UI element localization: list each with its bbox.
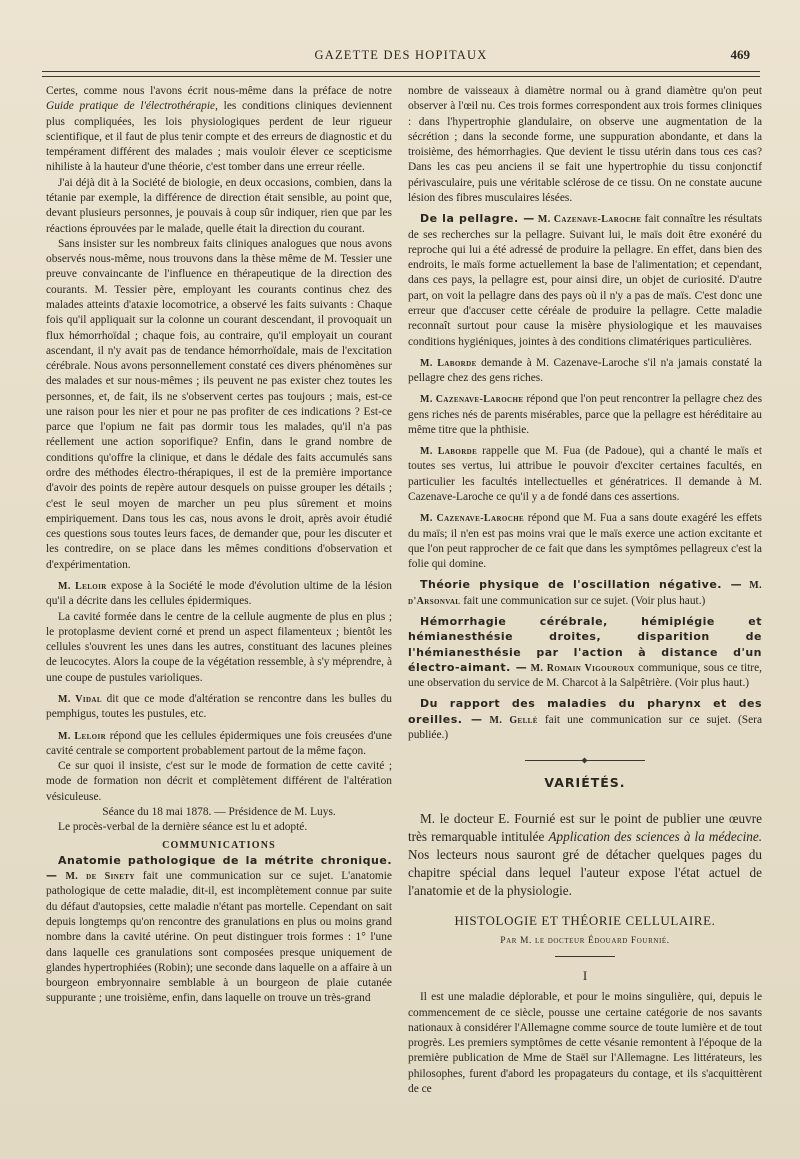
article-byline: Par M. le docteur Édouard Fournié. bbox=[500, 936, 670, 947]
short-rule bbox=[555, 956, 615, 957]
communication-entry: De la pellagre. — M. Cazenave-Laroche fait connaître les résultats de ses recherches sur la pellagre. Suivant lui, le maïs doit être exonéré du reproche qui lui a été adressé de produire la pellagre. En effet, dans bien des endroits, le maïs forme actuellement la base de l'alimentation; et cependant, dans ces pays, la pellagre est, pour ainsi dire, un objet de curiosité. D'autre part, on voit la pellagre dans des pays où il n'y a pas de maïs. C'est donc une erreur que d'accuser cette céréale de produire la pellagre. Cette maladie reconnaît surtout pour cause la misère physiologique et les mauvaises conditions hygiéniques, jointes à des conditions climatériques particulières. bbox=[408, 212, 763, 348]
speaker-entry: M. Laborde demande à M. Cazenave-Laroche s'il n'a jamais constaté la pellagre chez des gens riches. bbox=[408, 356, 762, 385]
paragraph: Il est une maladie déplorable, et pour le moins singulière, qui, depuis le commencement de ce siècle, pousse une certaine catégorie de nos savants nationaux à considérer l'Allemagne comme source de toute lumière et de tout progrès. Les premiers symptômes de cette vésanie remontent à l'époque de la première publication de Mme de Staël sur l'Allemagne. Les littérateurs, les philosophes, furent d'abord les propagateurs du contage, et ils s'acquittèrent de ce bbox=[408, 991, 762, 1095]
paragraph: Ce sur quoi il insiste, c'est sur le mode de formation de cette cavité ; mode de formation non décrit et complètement différent de l'altération vésiculeuse. bbox=[46, 760, 392, 803]
communication-entry: Du rapport des maladies du pharynx et des oreilles. — M. Gellé fait une communication sur ce sujet. (Sera publiée.) bbox=[408, 697, 762, 741]
paragraph: La cavité formée dans le centre de la cellule augmente de plus en plus ; le protoplasme devient corné et prend un aspect filamenteux ; bientôt les cellules s'ouvrent les unes dans les autres, constituant des lacunes pleines de leucocytes. Alors la coupe de la végétation ressemble, à s'y méprendre, à une coupe de pustules varioliques. bbox=[46, 610, 392, 684]
speaker-name: M. Leloir bbox=[58, 730, 107, 742]
speaker-entry: M. Vidal dit que ce mode d'altération se rencontre dans les bulles du pemphigus, toutes les pustules, etc. bbox=[46, 692, 392, 721]
paragraph: Le procès-verbal de la dernière séance est lu et adopté. bbox=[58, 821, 308, 834]
section-number: I bbox=[582, 967, 588, 983]
speaker-name: M. Cazenave-Laroche bbox=[537, 214, 642, 226]
section-heading-varietes: VARIÉTÉS. bbox=[544, 775, 626, 791]
running-title: GAZETTE DES HOPITAUX bbox=[314, 48, 488, 62]
speaker-entry: M. Laborde rappelle que M. Fua (de Padoue), qui a chanté le maïs et toutes ses vertus, lui attribue le pouvoir d'exciter certaines facultés, en particulier les facultés intellectuelles et génératrices. Il demande à M. Cazenave-Laroche ce qu'il y a de fondé dans ces assertions. bbox=[408, 445, 762, 504]
intro-paragraph: M. le docteur E. Fournié est sur le point de publier une œuvre très remarquable intitulée Application des sciences à la médecine. Nos lecteurs nous sauront gré de détacher quelques pages du chapitre spécial dans lequel l'auteur expose l'état actuel de l'anatomie et de la physiologie. bbox=[408, 811, 763, 898]
communications-heading: COMMUNICATIONS bbox=[162, 839, 276, 851]
paragraph: Sans insister sur les nombreux faits cliniques analogues que nous avons observés nous-même, nous trouvons dans la thèse même de M. Tessier une preuve convaincante de l'influence en thérapeutique de la direction des courants. M. Tessier père, employant les courants continus chez des malades atteints d'ataxie locomotrice, a observé les faits suivants : Chaque fois qu'il appliquait sur la colonne un courant descendant, il provoquait un flux hémorrhoïdal ; chaque fois, au contraire, qu'il employait un courant ascendant, il n'y avait pas de tendance hémorrhoïdale, mais de l'excitation cérébrale. Nous avons personnellement constaté ces divers phénomènes sur des malades et sur nous-mêmes ; ils peuvent ne pas exister chez toutes les personnes, et, de fait, ils ne s'observent certes pas toujours ; mais, est-ce une raison pour les nier et pour ne pas profiter de ces indications ? Est-ce parce que l'opium ne fait pas dormir tous les malades, qu'il n'a pas réellement une action soporifique? Enfin, dans le grand nombre de conditions qu'offre la clinique, et dans le dédale des faits accumulés sans ordre des méthodes électro-thérapiques, il est de la première importance d'avoir des points de repère autour desquels on puisse grouper les détails ; c'est le seul moyen de marcher un peu plus sûrement et moins empiriquement. Dans tous les cas, nous avons le droit, après avoir étudié ces questions sous toutes leurs faces, de demander que, pour les discuter et les contredire, on se place dans les mêmes conditions d'observation et d'expérimentation. bbox=[46, 237, 392, 571]
speaker-name: M. Gellé bbox=[489, 714, 538, 726]
communication-entry: Hémorrhagie cérébrale, hémiplégie et hémianesthésie droites, disparition de l'hémianesthésie par l'action à distance d'un électro-aimant. — M. Romain Vigouroux communique, sous ce titre, une observation du service de M. Charcot à la Salpêtrière. (Voir plus haut.) bbox=[408, 615, 762, 690]
session-heading: Séance du 18 mai 1878. — Présidence de M. Luys. bbox=[102, 805, 336, 818]
article-title: HISTOLOGIE ET THÉORIE CELLULAIRE. bbox=[454, 912, 716, 928]
paragraph: Certes, comme nous l'avons écrit nous-même dans la préface de notre Guide pratique de l'électrothérapie, les conditions cliniques deviennent plus compliquées, les lois physiologiques perdent de leur rigueur scientifique, et il faut de plus tenir compte et des erreurs de diagnostic et du tempérament différent des malades ; mais vouloir élever ce scepticisme nihiliste à la hauteur d'une théorie, c'est tomber dans une erreur réelle. bbox=[46, 85, 392, 174]
communication-title: Du rapport des maladies du pharynx et des oreilles. — bbox=[408, 697, 762, 726]
speaker-entry: M. Leloir expose à la Société le mode d'évolution ultime de la lésion qu'il a décrite dans les cellules épidermiques. bbox=[46, 580, 392, 608]
speaker-name: M. d'Arsonval bbox=[408, 580, 762, 607]
communication-title: De la pellagre. — bbox=[420, 212, 535, 226]
speaker-name: M. Cazenave-Laroche bbox=[420, 394, 524, 406]
speaker-name: M. Cazenave-Laroche bbox=[420, 513, 525, 525]
header-rule bbox=[42, 71, 760, 77]
communication-title: Théorie physique de l'oscillation négative. — bbox=[420, 578, 743, 592]
section-divider bbox=[525, 757, 645, 763]
left-column bbox=[46, 84, 392, 1007]
speaker-name: M. Laborde bbox=[420, 357, 477, 369]
speaker-name: M. Vidal bbox=[58, 693, 102, 705]
book-title: Application des sciences à la médecine. bbox=[548, 828, 763, 844]
book-title: Guide pratique de l'électrothérapie, bbox=[46, 100, 218, 113]
speaker-name: M. Laborde bbox=[420, 446, 478, 458]
right-column bbox=[408, 84, 762, 1097]
speaker-entry: M. Leloir répond que les cellules épidermiques une fois creusées d'une cavité centrale se comportent probablement partout de la même façon. bbox=[46, 729, 392, 757]
communication-title: Anatomie pathologique de la métrite chronique. — bbox=[46, 853, 392, 883]
speaker-entry: M. Cazenave-Laroche répond que l'on peut rencontrer la pellagre chez des gens riches nés de parents misérables, parce que la pellagre est héréditaire au même titre que la phthisie. bbox=[408, 393, 762, 436]
speaker-name: M. Leloir bbox=[58, 581, 107, 592]
speaker-entry: M. Cazenave-Laroche répond que M. Fua a sans doute exagéré les effets du maïs; il n'en est pas moins vrai que le maïs exerce une action excitante et que l'on peut rapprocher de ce fait que dans les symptômes pellagreux c'est la folie qui domine. bbox=[408, 512, 762, 571]
speaker-name: M. Romain Vigouroux bbox=[530, 662, 635, 674]
speaker-name: M. de Sinety bbox=[65, 871, 135, 883]
page-header bbox=[42, 46, 760, 66]
paragraph: nombre de vaisseaux à diamètre normal ou à grand diamètre qu'on peut observer à l'œil nu. Ces trois formes correspondent aux trois formes cliniques : dans l'hypertrophie glandulaire, on observe une augmentation de la sécrétion ; dans la seconde forme, une suppuration abondante, et dans la troisième, des hémorrhagies. Que devient le tissu utérin dans tous ces cas? Dans les cas peu anciens il se fait une hypertrophie du tissu conjonctif périvasculaire, puis une véritable sclérose de ce tissu. On ne constate aucune lésion des fibres musculaires lésées. bbox=[408, 85, 762, 204]
page-number: 469 bbox=[730, 47, 750, 62]
paragraph: J'ai déjà dit à la Société de biologie, en deux occasions, combien, dans la tétanie par exemple, la différence de direction était sensible, au point que, devant plusieurs personnes, je pouvais à coup sûr indiquer, rien que par les réactions éprouvées par le malade, quelle était la direction du courant. bbox=[46, 176, 392, 235]
communication-entry: Anatomie pathologique de la métrite chronique. — M. de Sinety fait une communication sur ce sujet. L'anatomie pathologique de cette maladie, dit-il, est incomplètement connue par suite du défaut d'autopsies, cette maladie n'étant pas mortelle. Cependant on sait depuis longtemps qu'on rencontre des granulations en plus ou moins grand nombre dans la cavité utérine. On peut distinguer trois formes : 1° l'une dans laquelle ces granulations sont composées presque uniquement de glandes hypertrophiées (Robin); une seconde dans laquelle on a affaire à un bourgeon embryonnaire semblable à un bourgeon de plaie cutanée suppurante ; une troisième, enfin, dans laquelle on trouve un très-grand bbox=[46, 853, 392, 1005]
communication-title: Hémorrhagie cérébrale, hémiplégie et hémianesthésie droites, disparition de l'hémianesthésie par l'action à distance d'un électro-aimant. — bbox=[408, 615, 762, 674]
communication-entry: Théorie physique de l'oscillation négative. — M. d'Arsonval fait une communication sur ce sujet. (Voir plus haut.) bbox=[408, 578, 762, 607]
